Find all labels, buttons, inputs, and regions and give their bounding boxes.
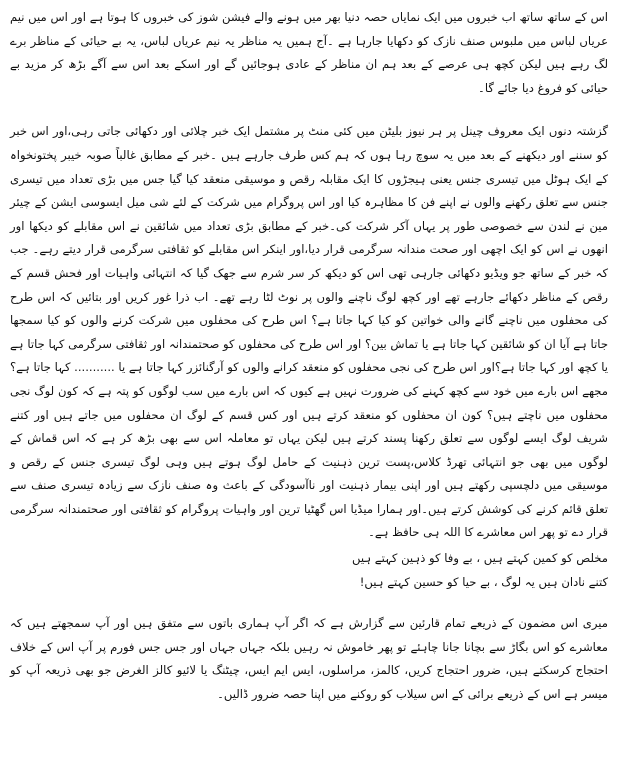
paragraph-fashion-shows: اس کے ساتھ ساتھ اب خبروں میں ایک نمایاں حصہ دنیا بھر میں ہونے والے فیشن شوز کی خبروں کا ہوتا ہے اور اس میں نیم عریاں لباس میں ملبوس صنف نازک کو دکھایا جارہا ہے ۔آج ہمیں یہ مناظر یہ نیم عریاں لباس، یہ بے حیائی کے مناظر برے لگ رہے ہیں لیکن کچھ ہی عرصے کے بعد ہم ان مناظر کے عادی ہوجائیں گے اور اسکے بعد اس سے آگے بڑھ کر مزید بے حیائی کو فروغ دیا جائے گا۔ [10,10,608,95]
paragraph-closing-appeal: میری اس مضمون کے ذریعے تمام قارئین سے گزارش ہے کہ اگر آپ ہماری باتوں سے متفق ہیں اور آپ سمجھتے ہیں کہ معاشرے کو اس بگاڑ سے بچانا جانا چاہئے تو پھر خاموش نہ رہیں بلکہ جہاں جہاں اور جس جس فورم پر آپ اس کے خلاف احتجاج کرسکتے ہیں، ضرور احتجاج کریں، کالمز، مراسلوں، ایس ایم ایس، چیٹنگ یا لائیو کالز الغرض جو بھی ذریعہ آپ کو میسر ہے اس کے ذریعے برائی کے اس سیلاب کو روکنے میں اپنا حصہ ضرور ڈالیں۔ [10,616,608,702]
poem-line-2: کتنے نادان ہیں یہ لوگ ، بے حیا کو حسین کہتے ہیں! [359,574,608,589]
paragraph-news-bulletin: گزشتہ دنوں ایک معروف چینل پر ہر نیوز بلیٹن میں کئی منٹ پر مشتمل ایک خبر چلائی اور دکھائی جاتی رہی،اور اس خبر کو سننے اور دیکھنے کے بعد میں یہ سوچ رہا ہوں کہ ہم کس طرف جارہے ہیں ۔خبر کے مطابق غالباً صوبہ خیبر پختونخواہ کے ایک ہوٹل میں تیسری جنس یعنی ہیجڑوں کا ایک مقابلہ رقص و موسیقی منعقد کیا گیا جس میں بڑی تعداد میں تیسری جنس سے تعلق رکھنے والوں نے اپنے فن کا مظاہرہ کیا اور اس پروگرام میں شرکت کے لئے شی میل ایسوسی ایشن کے چیئر مین نے لندن سے خصوصی طور پر یہاں آکر شرکت کی۔خبر کے مطابق بڑی تعداد میں شائقین نے اس مقابلے کو دیکھا اور انھوں نے اس کو ایک اچھی اور صحت مندانہ سرگرمی قرار دیا،اور اینکر اس مقابلے کو ثقافتی سرگرمی قرار دیتے رہے۔ جب کہ خبر کے ساتھ جو ویڈیو دکھائی جارہی تھی اس کو دیکھ کر سر شرم سے جھک گیا کہ انتہائی واہیات اور فحش قسم کے رقص کے مناظر دکھائے جارہے تھے اور کچھ لوگ ناچنے والوں پر نوٹ لٹا رہے تھے۔ اب ذرا غور کریں اور بتائیں کہ اس طرح کی محفلوں میں ناچنے گانے والی خواتین کو کیا کہا جاتا ہے؟ اس طرح کی محفلوں میں شرکت کرنے والوں کو کیا سمجھا جاتا ہے آیا ان کو شائقین کہا جاتا ہے یا تماش بین؟ اور اس طرح کی محفلوں کو صحتمندانہ اور ثقافتی سرگرمی کہا جاتا ہے یا کچھ اور کہا جاتا ہے؟اور اس طرح کی نجی محفلوں کو منعقد کرانے والوں کو آرگنائزر کہا جاتا ہے یا ........... کہا جاتا ہے؟ مجھے اس بارے میں خود سے کچھ کہنے کی ضرورت نہیں ہے کیوں کہ اس بارے میں سب لوگوں کو پتہ ہے کہ کون لوگ نجی محفلوں میں ناچتے ہیں؟ کون ان محفلوں کو منعقد کرتے ہیں اور کس قسم کے لوگ ان محفلوں میں جاتے ہیں اور کتنے شریف لوگ ایسے لوگوں سے تعلق رکھنا پسند کرتے ہیں لیکن یہاں تو معاملہ اس سے بھی بڑھ کر ہے کہ اس قماش کے لوگوں میں بھی جو انتہائی تھرڈ کلاس،پست ترین ذہنیت کے حامل لوگ ہوتے ہیں وہی لوگ تیسری جنس کے رقص و موسیقی میں دلچسپی رکھتے ہیں اور اپنی بیمار ذہنیت اور ناآسودگی کے باعث وہ صنف نازک سے زیادہ تیسری صنف سے تعلق قائم کرنے کی کوشش کرتے ہیں۔اور ہمارا میڈیا اس گھٹیا ترین اور واہیات پروگرام کو ثقافتی اور صحتمندانہ سرگرمی قرار دے تو پھر اس معاشرے کا اللہ ہی حافظ ہے۔ [10,124,608,540]
poem-line-1: مخلص کو کمین کہتے ہیں ، بے وفا کو ذہین کہتے ہیں [352,551,608,566]
poem-couplet [10,547,608,594]
